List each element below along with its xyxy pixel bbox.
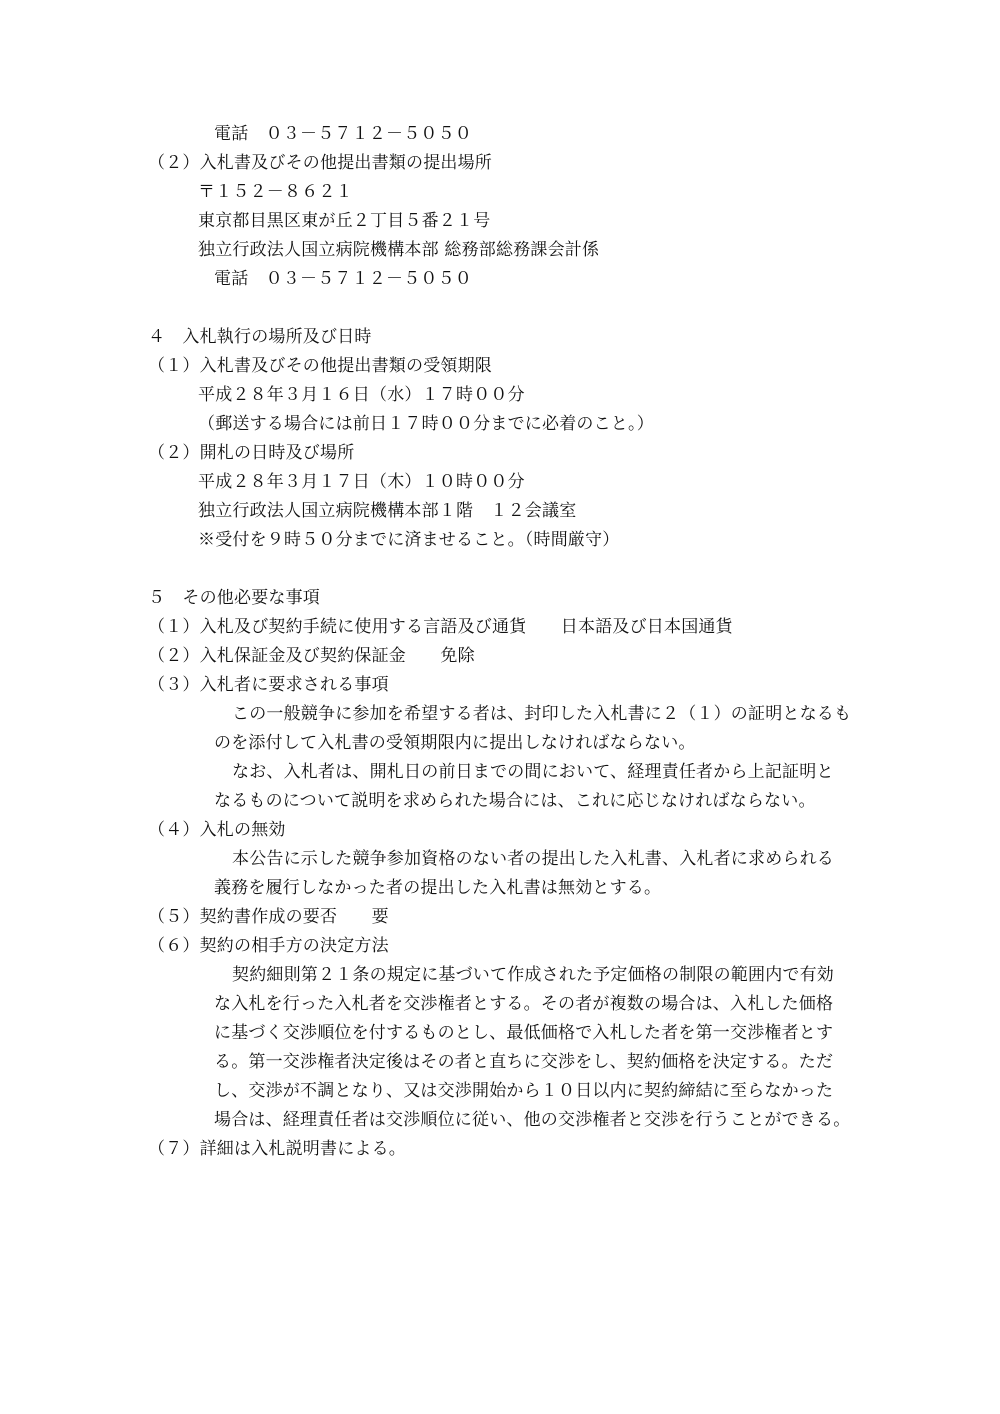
text-line: のを添付して入札書の受領期限内に提出しなければならない。 xyxy=(214,733,696,753)
text-line: （２）入札書及びその他提出書類の提出場所 xyxy=(148,153,492,173)
text-line: （７）詳細は入札説明書による。 xyxy=(148,1139,406,1159)
text-line: 平成２８年３月１７日（木）１０時００分 xyxy=(198,472,525,492)
text-line: 電話 ０３－５７１２－５０５０ xyxy=(214,124,472,144)
text-line: （５）契約書作成の要否 要 xyxy=(148,907,389,927)
text-line: 平成２８年３月１６日（水）１７時００分 xyxy=(198,385,525,405)
section-heading: ５ その他必要な事項 xyxy=(148,588,320,608)
text-line: なお、入札者は、開札日の前日までの間において、経理責任者から上記証明と xyxy=(232,762,834,782)
text-line: （１）入札書及びその他提出書類の受領期限 xyxy=(148,356,492,376)
text-line: （２）開札の日時及び場所 xyxy=(148,443,355,463)
text-line: し、交渉が不調となり、又は交渉開始から１０日以内に契約締結に至らなかった xyxy=(214,1081,834,1101)
text-line: 契約細則第２１条の規定に基づいて作成された予定価格の制限の範囲内で有効 xyxy=(232,965,834,985)
text-line: 義務を履行しなかった者の提出した入札書は無効とする。 xyxy=(214,878,662,898)
text-line: （３）入札者に要求される事項 xyxy=(148,675,389,695)
text-line: なるものについて説明を求められた場合には、これに応じなければならない。 xyxy=(214,791,816,811)
text-line: （４）入札の無効 xyxy=(148,820,286,840)
text-line: （６）契約の相手方の決定方法 xyxy=(148,936,389,956)
text-line: ※受付を９時５０分までに済ませること。（時間厳守） xyxy=(198,530,620,550)
text-line: （１）入札及び契約手続に使用する言語及び通貨 日本語及び日本国通貨 xyxy=(148,617,733,637)
text-line: 〒１５２－８６２１ xyxy=(198,182,353,202)
section-heading: ４ 入札執行の場所及び日時 xyxy=(148,327,372,347)
text-line: 電話 ０３－５７１２－５０５０ xyxy=(214,269,472,289)
text-line: この一般競争に参加を希望する者は、封印した入札書に２（１）の証明となるも xyxy=(232,704,852,724)
text-line: 独立行政法人国立病院機構本部１階 １２会議室 xyxy=(198,501,577,521)
text-line: 東京都目黒区東が丘２丁目５番２１号 xyxy=(198,211,491,231)
text-line: （２）入札保証金及び契約保証金 免除 xyxy=(148,646,475,666)
text-line: る。第一交渉権者決定後はその者と直ちに交渉をし、契約価格を決定する。ただ xyxy=(214,1052,834,1072)
text-line: 本公告に示した競争参加資格のない者の提出した入札書、入札者に求められる xyxy=(232,849,834,869)
text-line: に基づく交渉順位を付するものとし、最低価格で入札した者を第一交渉権者とす xyxy=(214,1023,834,1043)
text-line: な入札を行った入札者を交渉権者とする。その者が複数の場合は、入札した価格 xyxy=(214,994,834,1014)
text-line: 独立行政法人国立病院機構本部 総務部総務課会計係 xyxy=(198,240,600,260)
text-line: （郵送する場合には前日１７時００分までに必着のこと。） xyxy=(198,414,654,434)
text-line: 場合は、経理責任者は交渉順位に従い、他の交渉権者と交渉を行うことができる。 xyxy=(214,1110,851,1130)
